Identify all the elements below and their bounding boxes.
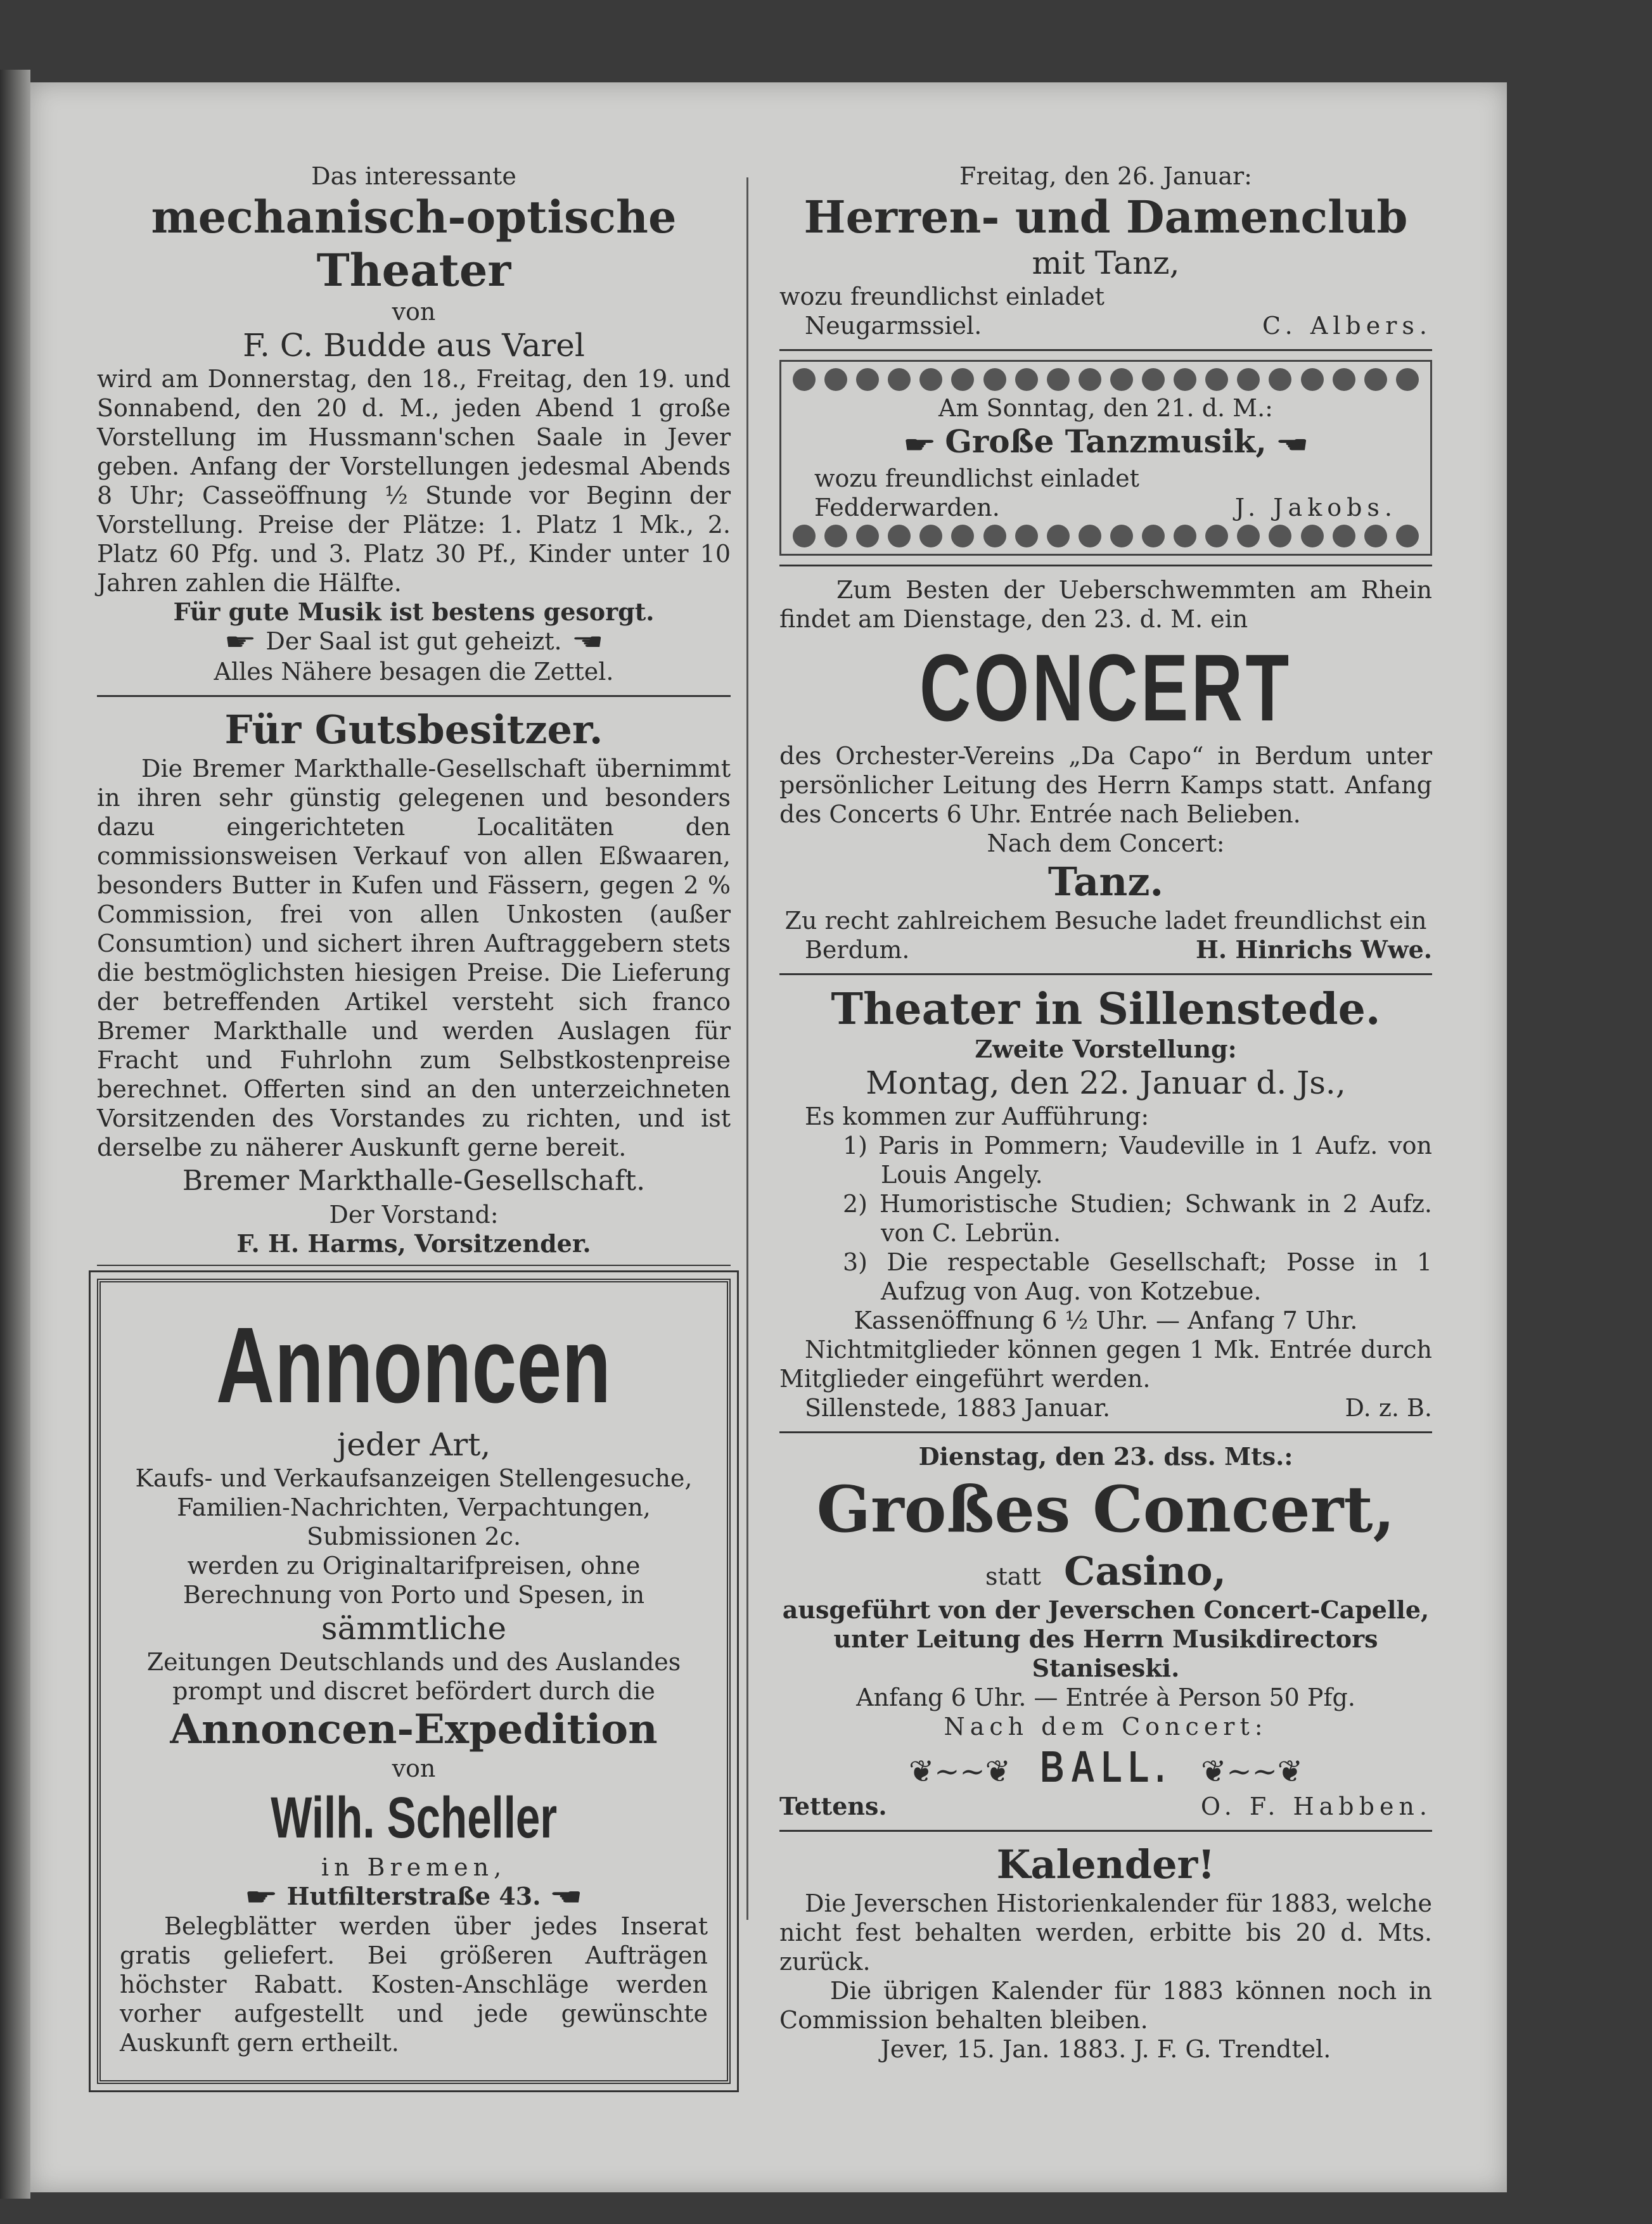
divider (779, 349, 1432, 351)
dot-ornament (1205, 368, 1228, 391)
newspaper-page (30, 82, 1507, 2192)
club-place: Neugarmssiel. (805, 312, 982, 340)
dot-ornament (1269, 525, 1291, 547)
club-date: Freitag, den 26. Januar: (959, 162, 1252, 190)
concert-invite: Zu recht zahlreichem Besuche ladet freundlichst ein (784, 907, 1427, 935)
tanzmusik-place: Fedderwarden. (814, 494, 1000, 521)
annoncen-tariff: werden zu Originaltarifpreisen, ohne Berechnung von Porto und Spesen, in (182, 1552, 645, 1609)
club-sub: mit Tanz, (1032, 245, 1180, 281)
dot-ornament (1174, 525, 1196, 547)
annoncen-title-wrap (120, 1305, 708, 1426)
theater-heated-line (97, 627, 731, 657)
ad-grosses-concert (779, 1442, 1432, 1821)
dot-ornament (1237, 525, 1260, 547)
divider (779, 973, 1432, 975)
dot-ornament (919, 525, 942, 547)
gutsbesitzer-body: Die Bremer Markthalle-Gesellschaft übernimmt in ihren sehr günstig gelegenen und besonders dazu eingerichteten Localitäten den commissionsweisen Verkauf von allen Eßwaaren, besonders Butter in Kufen und Fässern, gegen 2 % Commission, frei von allen Unkosten (außer Consumtion) und sichert ihren Auftraggebern stets die bestmöglichsten hiesigen Preise. Die Lieferung der betreffenden Artikel versteht sich franco Bremer Markthalle und werden Auslagen für Fracht und Fuhrlohn zum Selbstkostenpreise berechnet. Offerten sind an den unterzeichneten Vorsitzenden des Vorstandes zu richten, und ist derselbe zu näherer Auskunft gerne bereit. (97, 755, 731, 1161)
dot-ornament (951, 525, 974, 547)
sillenstede-guests: Nichtmitglieder können gegen 1 Mk. Entrée durch Mitglieder eingeführt werden. (779, 1336, 1432, 1393)
dot-ornament (1174, 368, 1196, 391)
concert-host: H. Hinrichs Wwe. (1196, 935, 1432, 964)
dot-ornament (888, 368, 911, 391)
theater-owner: F. C. Budde aus Varel (243, 327, 585, 364)
ornament-right-icon: ❦~~❦ (1201, 1754, 1303, 1789)
divider (779, 1431, 1432, 1433)
club-host: C. Albers. (1262, 312, 1432, 340)
annoncen-von: von (392, 1754, 436, 1782)
pointing-hand-left-icon: ☚ (549, 1884, 583, 1910)
dot-ornament (1015, 525, 1038, 547)
dot-ornament (1079, 368, 1101, 391)
dot-ornament (856, 368, 879, 391)
club-invite: wozu freundlichst einladet (779, 283, 1105, 310)
theater-von: von (392, 298, 436, 326)
sillenstede-times: Kassenöffnung 6 ½ Uhr. — Anfang 7 Uhr. (854, 1307, 1358, 1334)
grosses-place: Tettens. (779, 1792, 887, 1820)
dot-ornament (1015, 368, 1038, 391)
dot-ornament (793, 368, 816, 391)
ad-concert-berdum (779, 575, 1432, 964)
ornament-left-icon: ❦~~❦ (908, 1754, 1011, 1789)
dot-ornament (1396, 368, 1419, 391)
concert-signature (779, 935, 1432, 964)
annoncen-street: Hutfilterstraße 43. (286, 1882, 541, 1910)
ad-mechanical-theater (97, 162, 731, 686)
divider (97, 1265, 731, 1266)
theater-music: Für gute Musik ist bestens gesorgt. (173, 598, 655, 626)
annoncen-footer: Belegblätter werden über jedes Inserat gratis geliefert. Bei größeren Aufträgen höchster Rabatt. Kosten-Anschläge werden vorher aufgestellt und jede gewünschte Auskunft gern ertheilt. (120, 1912, 708, 2057)
annoncen-city: in Bremen, (321, 1853, 507, 1881)
pointing-hand-icon: ☛ (224, 629, 257, 655)
grosses-ball-line (779, 1741, 1432, 1792)
dot-ornament (1047, 525, 1070, 547)
dot-ornament (951, 368, 974, 391)
annoncen-sub: jeder Art, (336, 1426, 491, 1463)
dot-ornament (919, 368, 942, 391)
dot-ornament (888, 525, 911, 547)
ad-annoncen-box (97, 1279, 731, 2084)
ad-theater-sillenstede (779, 984, 1432, 1422)
tanzmusik-title: Große Tanzmusik, (945, 423, 1267, 460)
kalender-title: Kalender! (996, 1841, 1215, 1888)
sillenstede-signature (779, 1393, 1432, 1422)
dot-border-top (789, 366, 1423, 393)
sillenstede-performed: Es kommen zur Aufführung: (805, 1102, 1149, 1130)
dot-ornament (1047, 368, 1070, 391)
dot-ornament (1364, 368, 1387, 391)
grosses-host: O. F. Habben. (1200, 1793, 1432, 1820)
pointing-hand-icon: ☛ (903, 431, 936, 458)
right-column (779, 162, 1432, 2064)
grosses-statt: statt (985, 1563, 1041, 1590)
dot-ornament (1110, 368, 1133, 391)
grosses-times: Anfang 6 Uhr. — Entrée à Person 50 Pfg. (856, 1684, 1355, 1711)
sillenstede-place: Sillenstede, 1883 Januar. (805, 1394, 1111, 1422)
theater-body: wird am Donnerstag, den 18., Freitag, den 19. und Sonnabend, den 20 d. M., jeden Abend 1 große Vorstellung im Hussmann'schen Saale in Jever geben. Anfang der Vorstellungen jedesmal Abends 8 Uhr; Casseöffnung ½ Stunde vor Beginn der Vorstellung. Preise der Plätze: 1. Platz 1 Mk., 2. Platz 60 Pfg. und 3. Platz 30 Pf., Kinder unter 10 Jahren zahlen die Hälfte. (97, 365, 731, 597)
dot-ornament (1142, 525, 1165, 547)
annoncen-expedition: Annoncen-Expedition (170, 1706, 658, 1753)
concert-intro: Zum Besten der Ueberschwemmten am Rhein findet am Dienstage, den 23. d. M. ein (779, 576, 1432, 633)
tanzmusik-invite: wozu freundlichst einladet (814, 464, 1139, 492)
concert-body: des Orchester-Vereins „Da Capo“ in Berdum unter persönlicher Leitung des Herrn Kamps statt. Anfang des Concerts 6 Uhr. Entrée nach Belieben. (779, 742, 1432, 828)
annoncen-name: Wilh. Scheller (271, 1786, 557, 1850)
ad-herren-damenclub (779, 162, 1432, 340)
dot-ornament (1110, 525, 1133, 547)
dot-ornament (824, 368, 847, 391)
sillenstede-date: Montag, den 22. Januar d. Js., (866, 1064, 1346, 1101)
program-item: 3) Die respectable Gesellschaft; Posse in 1 Aufzug von Aug. von Kotzebue. (843, 1248, 1432, 1305)
pointing-hand-icon: ☛ (245, 1884, 278, 1910)
sillenstede-second: Zweite Vorstellung: (975, 1035, 1237, 1063)
tanzmusik-signature (789, 493, 1423, 522)
annoncen-list: Kaufs- und Verkaufsanzeigen Stellengesuche, Familien-Nachrichten, Verpachtungen, Submissionen 2c. (135, 1464, 693, 1550)
dot-ornament (1333, 525, 1355, 547)
program-item: 1) Paris in Pommern; Vaudeville in 1 Aufz. von Louis Angely. (843, 1132, 1432, 1189)
concert-place: Berdum. (805, 936, 910, 964)
grosses-ball: BALL. (1040, 1742, 1172, 1791)
dot-ornament (1079, 525, 1101, 547)
dot-ornament (1333, 368, 1355, 391)
gutsbesitzer-chair: F. H. Harms, Vorsitzender. (236, 1229, 591, 1258)
grosses-casino: Casino, (1064, 1548, 1227, 1594)
annoncen-papers: Zeitungen Deutschlands und des Auslandes prompt und discret befördert durch die (146, 1648, 681, 1705)
ad-gutsbesitzer (97, 706, 731, 1258)
sillenstede-host: D. z. B. (1345, 1394, 1432, 1422)
tanzmusik-date: Am Sonntag, den 21. d. M.: (938, 394, 1273, 422)
annoncen-street-line (120, 1882, 708, 1912)
dot-ornament (983, 525, 1006, 547)
ad-kalender (779, 1841, 1432, 2064)
tanzmusik-title-line (789, 423, 1423, 464)
divider (97, 695, 731, 697)
gutsbesitzer-company: Bremer Markthalle-Gesellschaft. (182, 1165, 646, 1197)
dot-ornament (1269, 368, 1291, 391)
grosses-date: Dienstag, den 23. dss. Mts.: (918, 1442, 1293, 1471)
annoncen-all: sämmtliche (321, 1610, 507, 1647)
dot-ornament (1142, 368, 1165, 391)
divider (779, 565, 1432, 566)
kalender-body2: Die übrigen Kalender für 1883 können noch in Commission behalten bleiben. (779, 1977, 1432, 2034)
annoncen-name-wrap (120, 1783, 708, 1853)
theater-heated: Der Saal ist gut geheizt. (266, 627, 562, 655)
concert-title: CONCERT (919, 634, 1292, 741)
column-divider (746, 177, 748, 1920)
theater-intro: Das interessante (311, 162, 516, 190)
sillenstede-title: Theater in Sillenstede. (831, 984, 1381, 1035)
dot-ornament (983, 368, 1006, 391)
pointing-hand-left-icon: ☚ (570, 629, 604, 655)
grosses-casino-line (779, 1547, 1432, 1595)
dot-ornament (1396, 525, 1419, 547)
dot-ornament (1205, 525, 1228, 547)
dot-ornament (1301, 525, 1324, 547)
tanzmusik-host: J. Jakobs. (1234, 494, 1397, 521)
grosses-title: Großes Concert, (816, 1472, 1395, 1547)
gutsbesitzer-title: Für Gutsbesitzer. (224, 706, 603, 753)
divider (779, 1830, 1432, 1832)
dot-ornament (824, 525, 847, 547)
kalender-body1: Die Jeverschen Historienkalender für 1883, welche nicht fest behalten werden, erbitte bis 20 d. Mts. zurück. (779, 1889, 1432, 1976)
concert-title-wrap (779, 634, 1432, 741)
dot-ornament (1364, 525, 1387, 547)
dot-ornament (1301, 368, 1324, 391)
pointing-hand-left-icon: ☚ (1276, 431, 1309, 458)
dot-ornament (1237, 368, 1260, 391)
dot-ornament (793, 525, 816, 547)
theater-bills: Alles Nähere besagen die Zettel. (214, 658, 614, 686)
kalender-sig: Jever, 15. Jan. 1883. J. F. G. Trendtel. (880, 2035, 1331, 2063)
dot-border-bottom (789, 522, 1423, 550)
club-title: Herren- und Damenclub (804, 191, 1408, 243)
annoncen-title: Annoncen (216, 1305, 611, 1426)
concert-after: Nach dem Concert: (987, 829, 1225, 857)
grosses-signature (779, 1792, 1432, 1821)
left-column (97, 162, 731, 2084)
theater-title: mechanisch-optische Theater (151, 191, 677, 297)
ad-tanzmusik-frame (779, 360, 1432, 556)
grosses-after: Nach dem Concert: (944, 1713, 1268, 1741)
dot-ornament (856, 525, 879, 547)
club-signature (779, 311, 1432, 340)
program-item: 2) Humoristische Studien; Schwank in 2 Aufz. von C. Lebrün. (843, 1190, 1432, 1247)
book-spine (0, 70, 30, 2199)
gutsbesitzer-board: Der Vorstand: (329, 1201, 499, 1229)
grosses-by: ausgeführt von der Jeverschen Concert-Capelle, unter Leitung des Herrn Musikdirectors Staniseski. (782, 1595, 1430, 1682)
concert-tanz: Tanz. (1047, 859, 1164, 905)
